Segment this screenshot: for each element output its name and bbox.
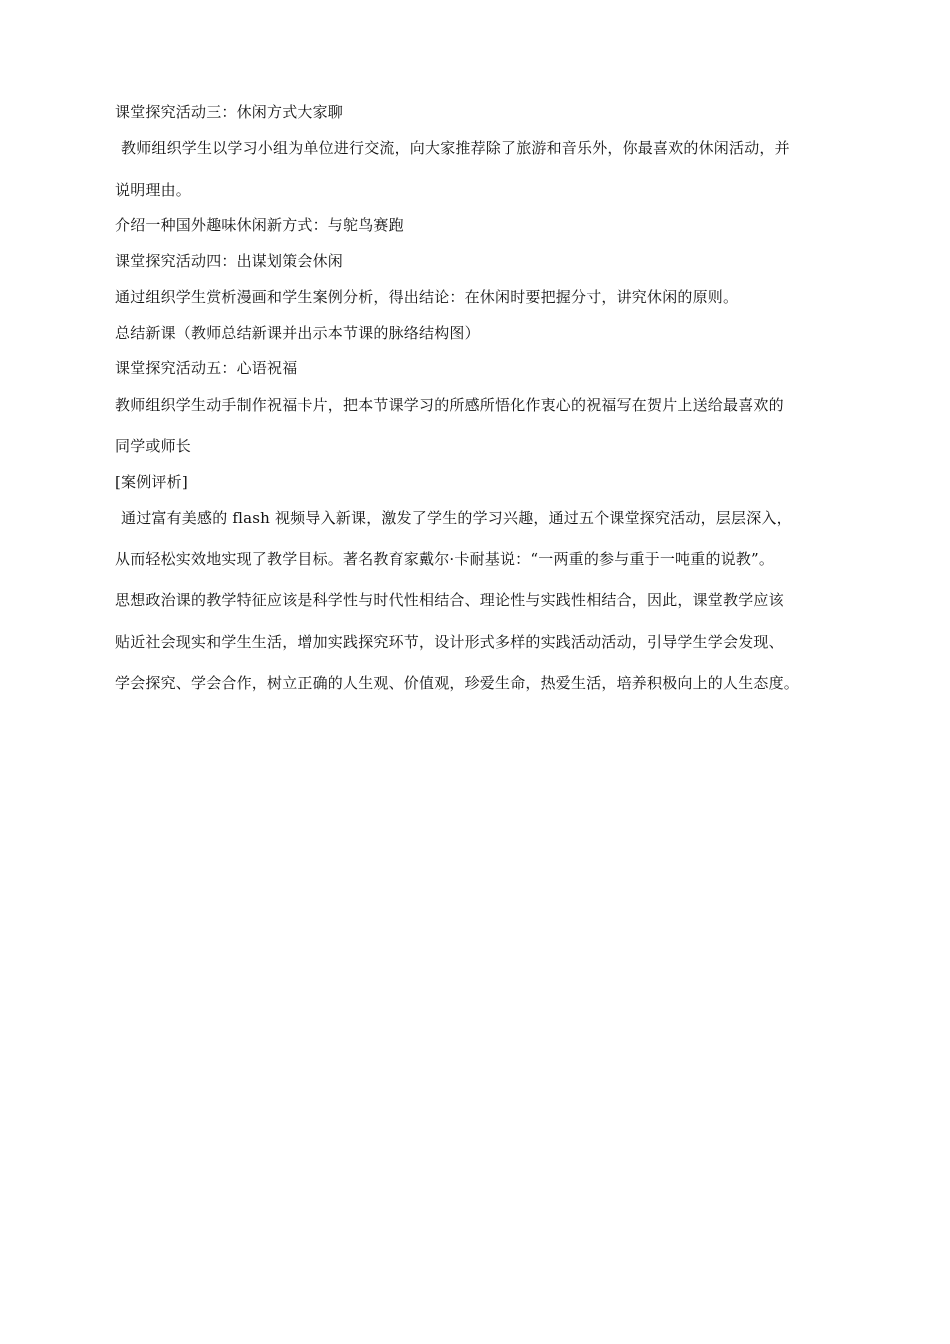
paragraph-line: 介绍一种国外趣味休闲新方式：与鸵鸟赛跑 xyxy=(115,216,404,234)
heading-activity-three: 课堂探究活动三：休闲方式大家聊 xyxy=(115,103,344,121)
paragraph-line: 同学或师长 xyxy=(115,437,192,455)
heading-summary: 总结新课（教师总结新课并出示本节课的脉络结构图） xyxy=(115,324,480,342)
paragraph-line: 学会探究、学会合作，树立正确的人生观、价值观，珍爱生命，热爱生活，培养积极向上的人生态度。 xyxy=(115,674,800,692)
paragraph-line: 贴近社会现实和学生生活，增加实践探究环节，设计形式多样的实践活动活动，引导学生学会发现、 xyxy=(115,633,784,651)
paragraph-line: 教师组织学生以学习小组为单位进行交流，向大家推荐除了旅游和音乐外，你最喜欢的休闲活动，并 xyxy=(121,139,790,157)
paragraph-line: 通过富有美感的 flash 视频导入新课，激发了学生的学习兴趣，通过五个课堂探究活动，层层深入， xyxy=(121,509,792,527)
heading-case-review: [案例评析] xyxy=(115,473,188,491)
paragraph-line: 从而轻松实效地实现了教学目标。著名教育家戴尔·卡耐基说：“一两重的参与重于一吨重的说教”。 xyxy=(115,550,775,568)
paragraph-line: 通过组织学生赏析漫画和学生案例分析，得出结论：在休闲时要把握分寸，讲究休闲的原则。 xyxy=(115,288,739,306)
heading-activity-five: 课堂探究活动五：心语祝福 xyxy=(115,359,298,377)
paragraph-line: 说明理由。 xyxy=(115,181,192,199)
heading-activity-four: 课堂探究活动四：出谋划策会休闲 xyxy=(115,252,344,270)
paragraph-line: 教师组织学生动手制作祝福卡片，把本节课学习的所感所悟化作衷心的祝福写在贺片上送给最喜欢的 xyxy=(115,396,784,414)
paragraph-line: 思想政治课的教学特征应该是科学性与时代性相结合、理论性与实践性相结合，因此，课堂教学应该 xyxy=(115,591,784,609)
